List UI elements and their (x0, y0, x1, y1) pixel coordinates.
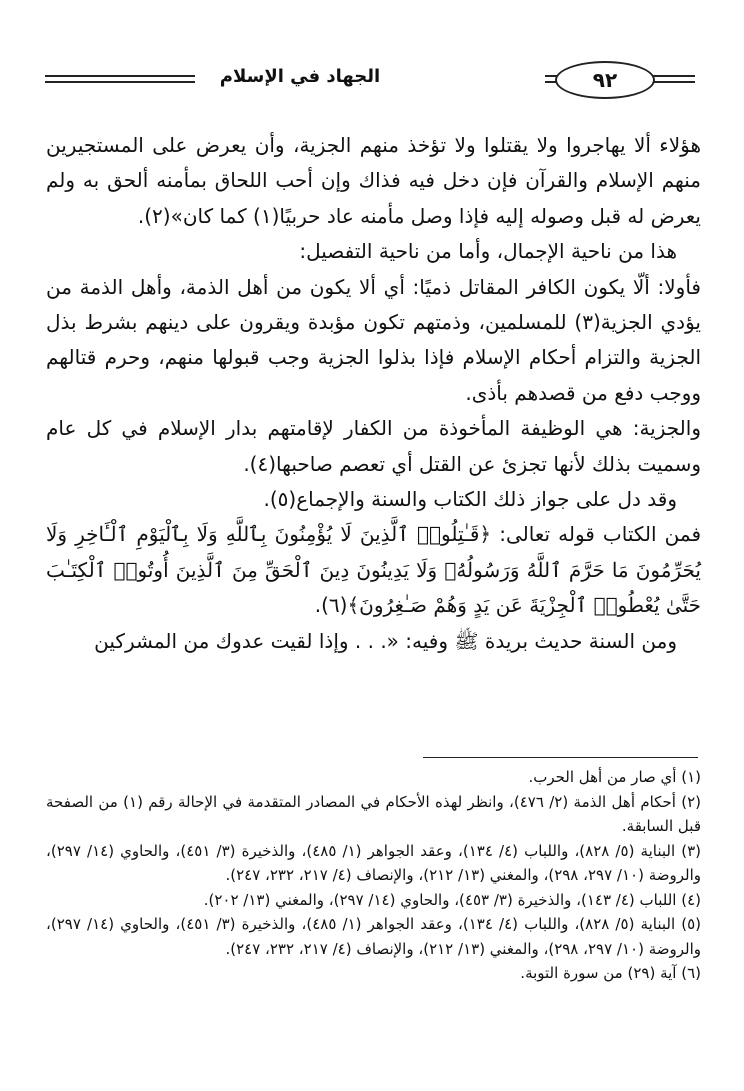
page-header (45, 58, 695, 98)
footnote-separator (423, 757, 698, 758)
header-rule (45, 75, 195, 77)
paragraph: وقد دل على جواز ذلك الكتاب والسنة والإجماع(٥). (263, 487, 677, 512)
footnotes (46, 765, 701, 986)
footnote: (٤) اللباب (٤/ ١٤٣)، والذخيرة (٣/ ٤٥٣)، والحاوي (١٤/ ٢٩٧)، والمغني (١٣/ ٢٠٢). (203, 890, 701, 909)
paragraph: هذا من ناحية الإجمال، وأما من ناحية التفصيل: (299, 239, 677, 264)
footnote: (٣) البناية (٥/ ٨٢٨)، واللباب (٤/ ١٣٤)، وعقد الجواهر (١/ ٤٨٥)، والذخيرة (٣/ ٤٥١)، والحاوي (١٤/ ٢٩٧)، والروضة (١٠/ ٢٩٧، ٢٩٨)، والمغني (١٣/ ٢١٢)، والإنصاف (٤/ ٢١٧، ٢٣٢، ٢٤٧). (46, 841, 702, 884)
header-rule (45, 81, 195, 83)
footnote: (٦) آية (٢٩) من سورة التوبة. (520, 964, 701, 982)
main-text (46, 128, 701, 659)
quran-intro: فمن الكتاب قوله تعالى: (491, 522, 702, 547)
paragraph: هؤلاء ألا يهاجروا ولا يقتلوا ولا تؤخذ منهم الجزية، وأن يعرض على المستجيرين منهم الإسلام والقرآن فإن دخل فيه فذاك وإن أحب اللحاق بمأمنه ألحق به ولم يعرض له قبل وصوله إليه فإذا وصل مأمنه عاد حربيًا(١) كما كان»(٢). (46, 133, 701, 228)
paragraph: والجزية: هي الوظيفة المأخوذة من الكفار لإقامتهم بدار الإسلام في كل عام وسميت بذلك لأنها تجزئ عن القتل أي تعصم صاحبها(٤). (46, 416, 701, 476)
paragraph: ومن السنة حديث بريدة ﷺ وفيه: «. . . وإذا لقيت عدوك من المشركين (94, 628, 677, 653)
paragraph: فأولا: ألّا يكون الكافر المقاتل ذميًا: أي ألا يكون من أهل الذمة، وأهل الذمة من يؤدي الجزية(٣) للمسلمين، وذمتهم تكون مؤبدة ويقرون على دينهم بشرط بذل الجزية والتزام أحكام الإسلام فإذا بذلوا الجزية وجب قبولها منهم، وحرم قتالهم ووجب دفع من قصدهم بأذى. (46, 274, 701, 405)
page-number: ٩٢ (555, 61, 655, 99)
quran-verse: ﴿قَـٰتِلُوا۟ ٱلَّذِينَ لَا يُؤْمِنُونَ بِٱللَّهِ وَلَا بِٱلْيَوْمِ ٱلْـَٔاخِرِ وَلَا يُحَرِّمُونَ مَا حَرَّمَ ٱللَّهُ وَرَسُولُهُۥ وَلَا يَدِينُونَ دِينَ ٱلْحَقِّ مِنَ ٱلَّذِينَ أُوتُوا۟ ٱلْكِتَـٰبَ حَتَّىٰ يُعْطُوا۟ ٱلْجِزْيَةَ عَن يَدٍ وَهُمْ صَـٰغِرُونَ﴾ (46, 522, 701, 618)
quran-paragraph (46, 517, 701, 623)
running-title: الجهاد في الإسلام (219, 66, 381, 87)
footnote: (٢) أحكام أهل الذمة (٢/ ٤٧٦)، وانظر لهذه الأحكام في المصادر المتقدمة في الإحالة رقم (١) من الصفحة قبل السابقة. (46, 792, 701, 835)
footnote-ref: (٦). (314, 593, 348, 618)
footnote: (٥) البناية (٥/ ٨٢٨)، واللباب (٤/ ١٣٤)، وعقد الجواهر (١/ ٤٨٥)، والذخيرة (٣/ ٤٥١)، والحاوي (١٤/ ٢٩٧)، والروضة (١٠/ ٢٩٧، ٢٩٨)، والمغني (١٣/ ٢١٢)، والإنصاف (٤/ ٢١٧، ٢٣٢، ٢٤٧). (46, 915, 702, 958)
footnote: (١) أي صار من أهل الحرب. (528, 768, 701, 786)
